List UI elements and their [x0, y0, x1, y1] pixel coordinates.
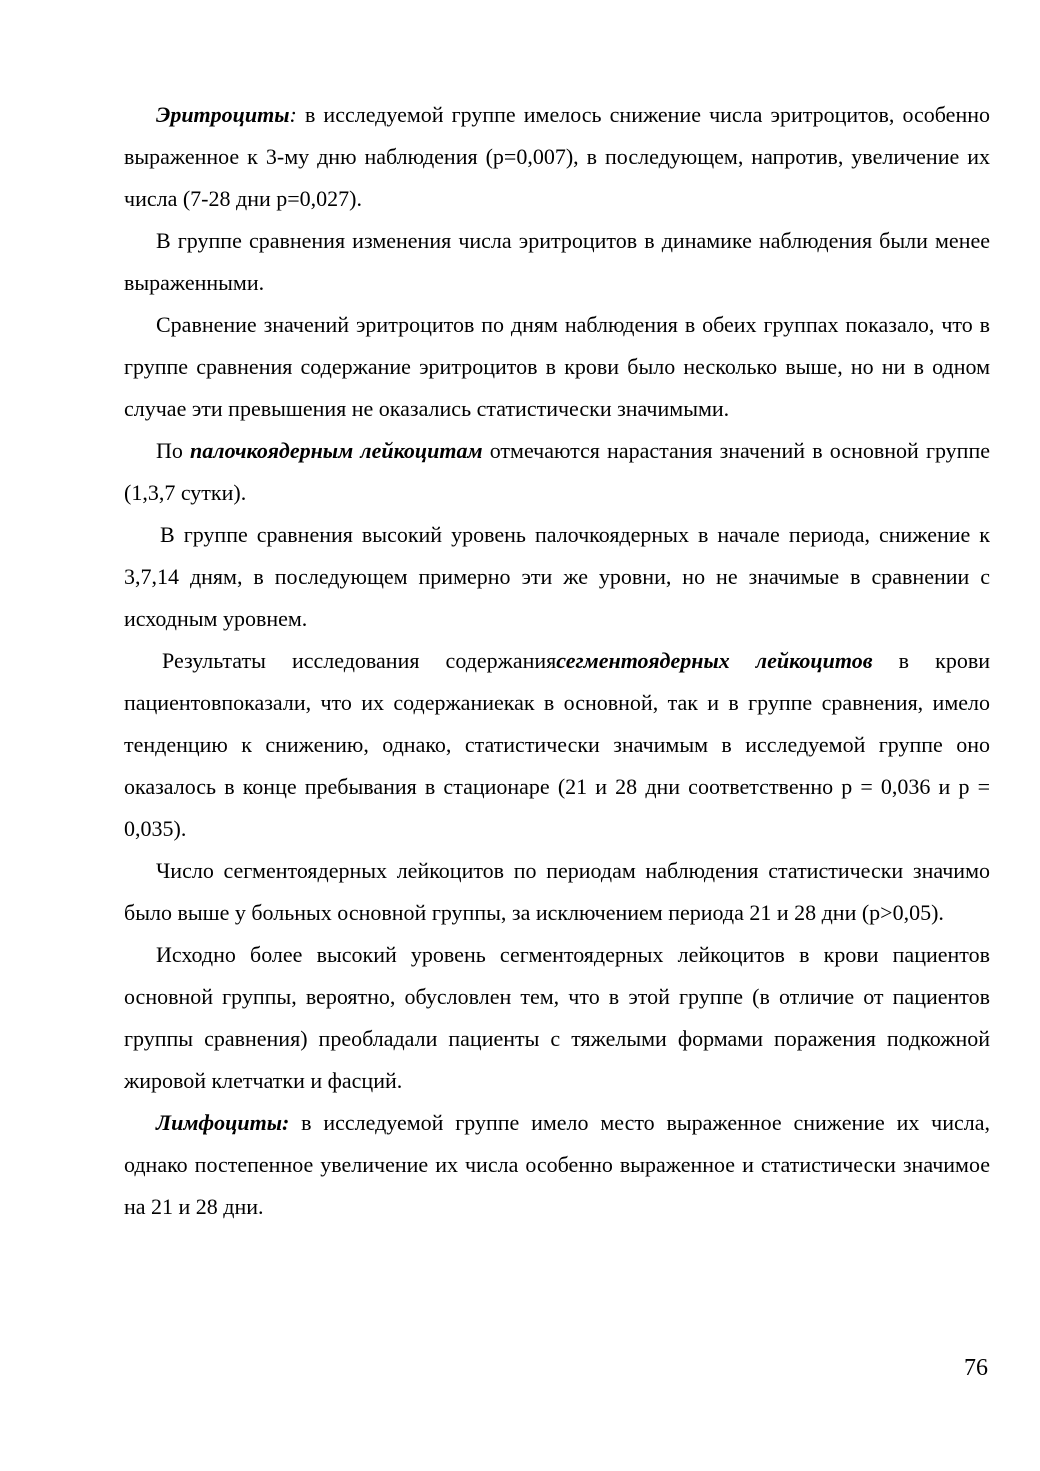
paragraph-comparison-group-band: [124, 514, 990, 640]
paragraph-text: Число сегментоядерных лейкоцитов по периодам наблюдения статистически значимо было выше у больных основной группы, за исключением периода 21 и 28 дни (р>0,05).: [124, 858, 990, 925]
term-segmented-leukocytes: сегментоядерных лейкоцитов: [556, 648, 873, 673]
term-colon: :: [289, 102, 297, 127]
term-band-leukocytes: палочкоядерным лейкоцитам: [190, 438, 483, 463]
paragraph-erythrocytes-comparison: [124, 304, 990, 430]
paragraph-text-after: в крови пациентовпоказали, что их содержаниекак в основной, так и в группе сравнения, имело тенденцию к снижению, однако, статистически значимым в исследуемой группе оно оказалось в конце пребывания в стационаре (21 и 28 дни соответственно р = 0,036 и р = 0,035).: [124, 648, 990, 841]
paragraph-text: В группе сравнения высокий уровень палочкоядерных в начале периода, снижение к 3,7,14 дням, в последующем примерно эти же уровни, но не значимые в сравнении с исходным уровнем.: [124, 522, 990, 631]
paragraph-erythrocytes: [124, 94, 990, 220]
paragraph-initial-level: [124, 934, 990, 1102]
paragraph-text: Исходно более высокий уровень сегментоядерных лейкоцитов в крови пациентов основной группы, вероятно, обусловлен тем, что в этой группе (в отличие от пациентов группы сравнения) преобладали пациенты с тяжелыми формами поражения подкожной жировой клетчатки и фасций.: [124, 942, 990, 1093]
paragraph-segmented-periods: [124, 850, 990, 934]
paragraph-text: в исследуемой группе имелось снижение числа эритроцитов, особенно выраженное к 3-му дню наблюдения (р=0,007), в последующем, напротив, увеличение их числа (7-28 дни р=0,027).: [124, 102, 990, 211]
paragraph-text-after: отмечаются нарастания значений в основной группе (1,3,7 сутки).: [124, 438, 990, 505]
page-number: 76: [964, 1355, 988, 1381]
term-lymphocytes: Лимфоциты:: [156, 1110, 290, 1135]
paragraph-text: Сравнение значений эритроцитов по дням наблюдения в обеих группах показало, что в группе сравнения содержание эритроцитов в крови было несколько выше, но ни в одном случае эти превышения не оказались статистически значимыми.: [124, 312, 990, 421]
paragraph-text-before: По: [156, 438, 191, 463]
paragraph-text: В группе сравнения изменения числа эритроцитов в динамике наблюдения были менее выраженными.: [124, 228, 990, 295]
paragraph-comparison-group-erythrocytes: [124, 220, 990, 304]
paragraph-segmented-leukocytes: [124, 640, 990, 850]
document-body: [124, 94, 990, 1228]
paragraph-text: в исследуемой группе имело место выраженное снижение их числа, однако постепенное увеличение их числа особенно выраженное и статистически значимое на 21 и 28 дни.: [124, 1110, 990, 1219]
paragraph-band-leukocytes: [124, 430, 990, 514]
paragraph-text-before: Результаты исследования содержания: [162, 648, 557, 673]
paragraph-lymphocytes: [124, 1102, 990, 1228]
term-erythrocytes: Эритроциты: [156, 102, 290, 127]
